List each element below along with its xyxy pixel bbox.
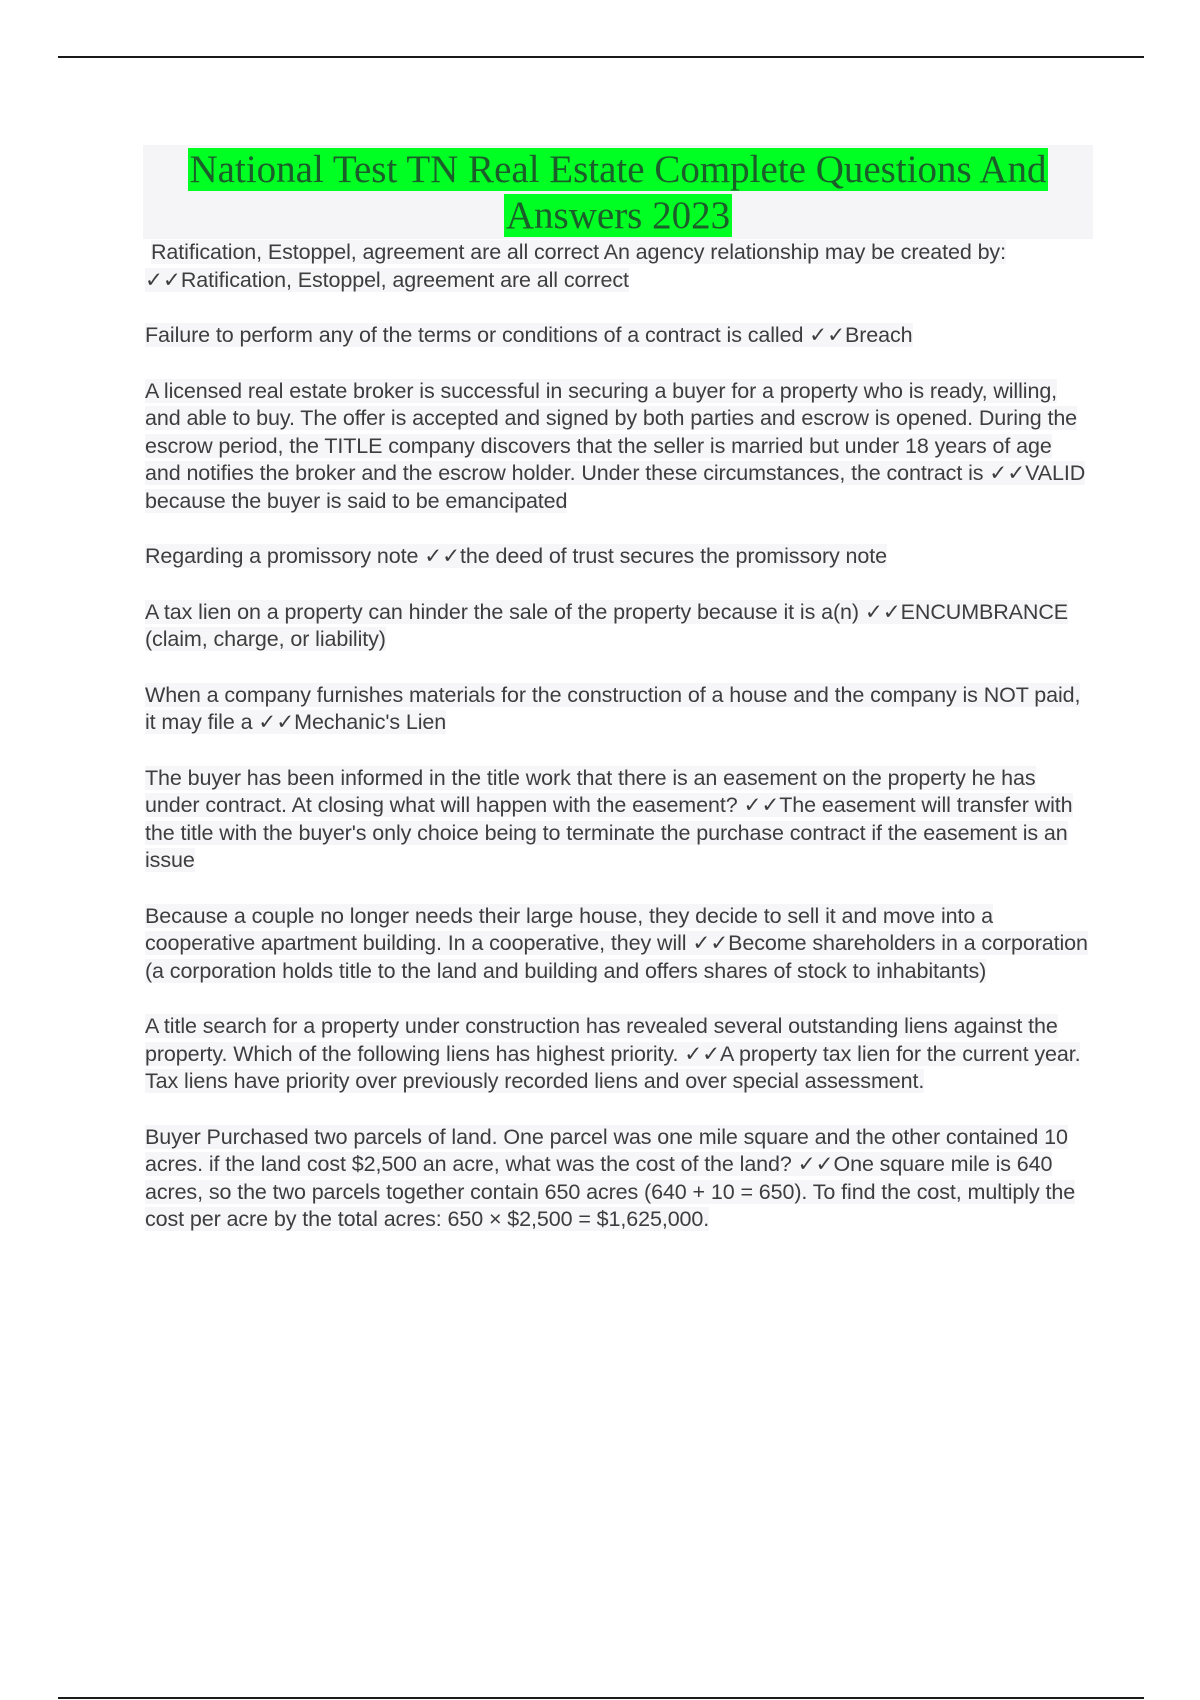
qa-item <box>145 903 1090 986</box>
qa-item <box>145 378 1090 516</box>
qa-item <box>145 543 1090 571</box>
footer-rule <box>58 1697 1144 1699</box>
document-title <box>143 147 1093 239</box>
qa-item-text: A licensed real estate broker is successful in securing a buyer for a property who is ready, willing, and able to buy. The offer is accepted and signed by both parties and escrow is opened. During the escrow period, the TITLE company discovers that the seller is married but under 18 years of age and notifies the broker and the escrow holder. Under these circumstances, the contract is ✓✓VALID because the buyer is said to be emancipated <box>145 378 1086 513</box>
qa-item-text: Buyer Purchased two parcels of land. One parcel was one mile square and the other contained 10 acres. if the land cost $2,500 an acre, what was the cost of the land? ✓✓One square mile is 640 acres, so the two parcels together contain 650 acres (640 + 10 = 650). To find the cost, multiply the cost per acre by the total acres: 650 × $2,500 = $1,625,000. <box>145 1124 1076 1231</box>
qa-item <box>145 1013 1090 1096</box>
qa-item-text: Ratification, Estoppel, agreement are all correct An agency relationship may be created by: ✓✓Ratification, Estoppel, agreement are all correct <box>145 240 1006 292</box>
document-title-text: National Test TN Real Estate Complete Questions And Answers 2023 <box>189 148 1047 237</box>
qa-item <box>145 599 1090 654</box>
qa-item-text: Regarding a promissory note ✓✓the deed of trust secures the promissory note <box>145 544 887 568</box>
qa-item-text: A title search for a property under construction has revealed several outstanding liens against the property. Which of the following liens has highest priority. ✓✓A property tax lien for the current year. Tax liens have priority over previously recorded liens and over special assessment. <box>145 1014 1081 1093</box>
qa-item <box>145 1124 1090 1234</box>
qa-item-text: A tax lien on a property can hinder the sale of the property because it is a(n) ✓✓ENCUMBRANCE (claim, charge, or liability) <box>145 599 1069 651</box>
title-block <box>143 145 1093 239</box>
qa-item <box>145 322 1090 350</box>
header-rule <box>58 56 1144 58</box>
qa-item <box>145 682 1090 737</box>
document-body <box>145 145 1090 1262</box>
qa-item-text: Failure to perform any of the terms or conditions of a contract is called ✓✓Breach <box>145 323 913 347</box>
qa-item <box>145 765 1090 875</box>
qa-item <box>145 239 1090 294</box>
qa-item-text: When a company furnishes materials for the construction of a house and the company is NOT paid, it may file a ✓✓Mechanic's Lien <box>145 682 1081 734</box>
qa-item-text: Because a couple no longer needs their large house, they decide to sell it and move into a cooperative apartment building. In a cooperative, they will ✓✓Become shareholders in a corporation (a corporation holds title to the land and building and offers shares of stock to inhabitants) <box>145 903 1088 983</box>
qa-item-text: The buyer has been informed in the title work that there is an easement on the property he has under contract. At closing what will happen with the easement? ✓✓The easement will transfer with the title with the buyer's only choice being to terminate the purchase contract if the easement is an issue <box>145 765 1073 872</box>
